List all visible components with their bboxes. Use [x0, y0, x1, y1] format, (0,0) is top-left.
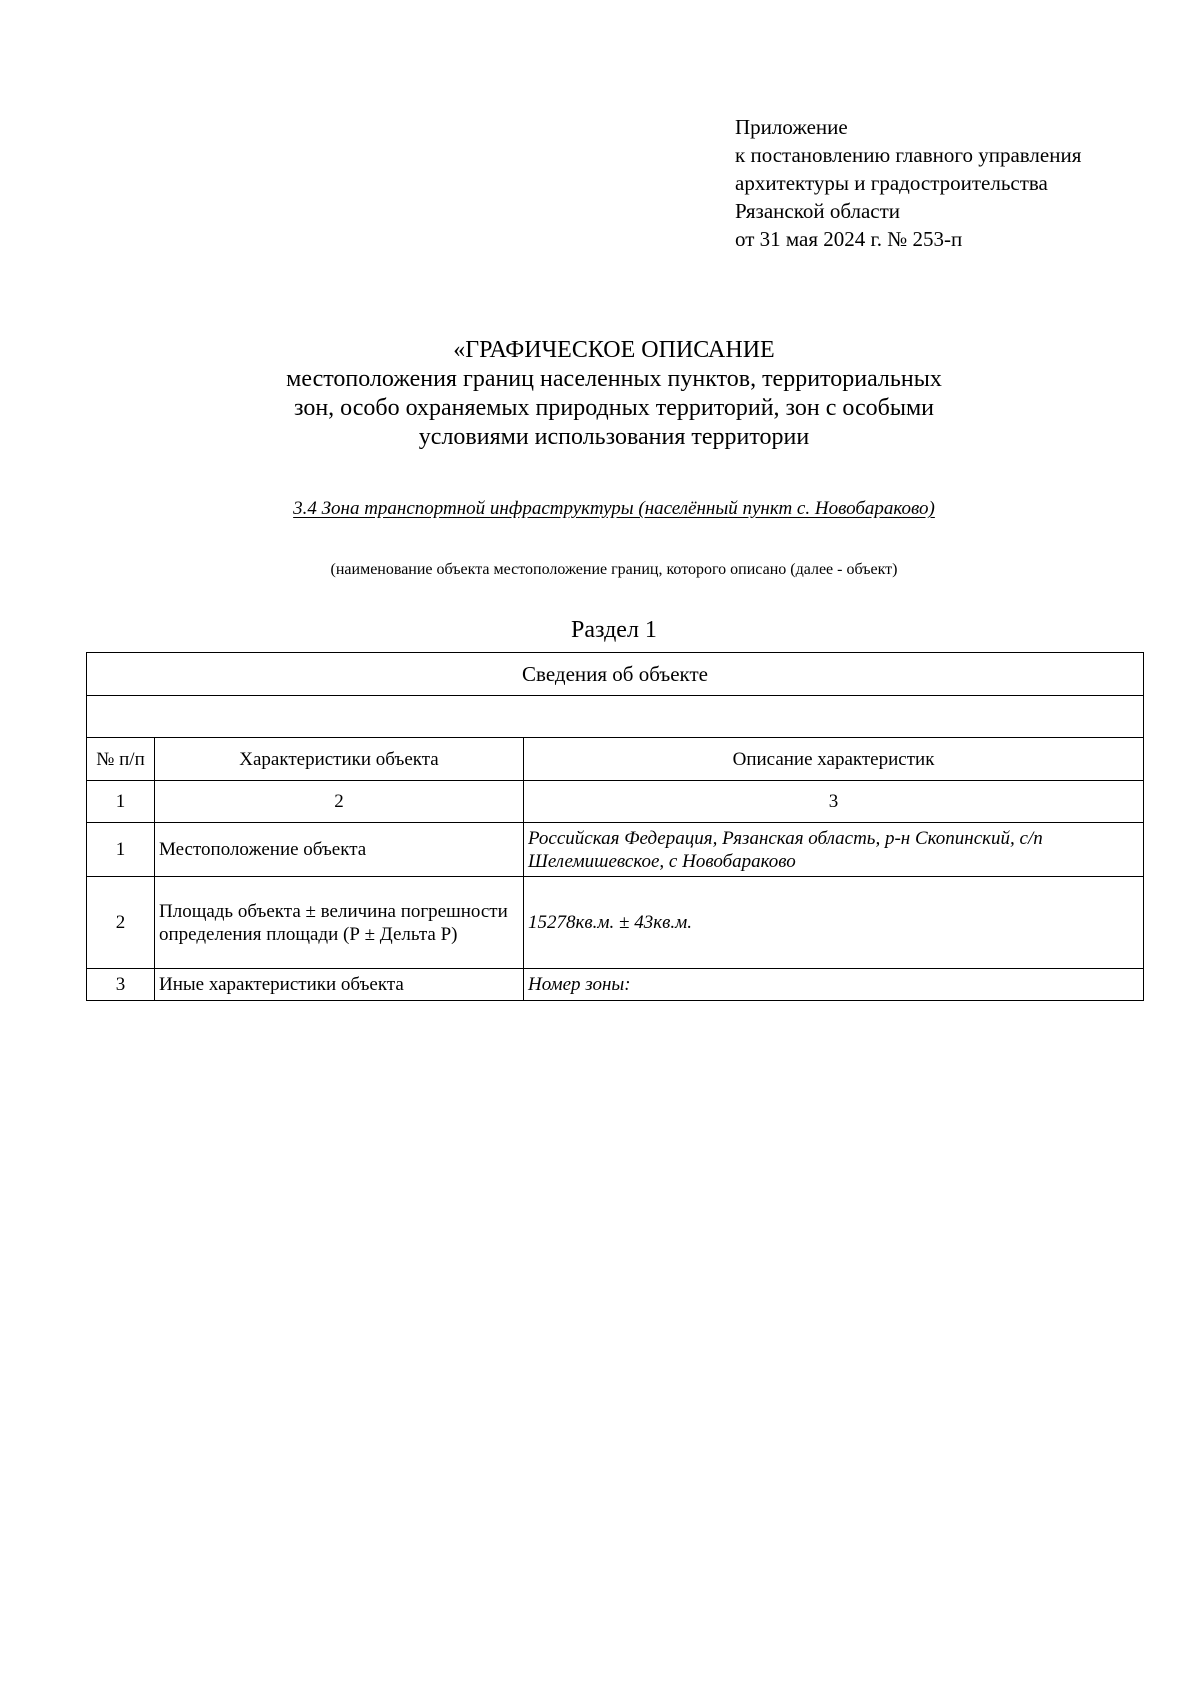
row-number: 2 — [87, 877, 155, 969]
column-number-cell: 2 — [155, 781, 524, 823]
title-line: условиями использования территории — [418, 424, 810, 450]
table-header-row — [87, 738, 1144, 781]
table-title: Сведения об объекте — [87, 653, 1144, 696]
header-cell-characteristic: Характеристики объекта — [155, 738, 524, 781]
row-number: 1 — [87, 823, 155, 877]
column-number-cell: 3 — [524, 781, 1144, 823]
row-characteristic: Местоположение объекта — [155, 823, 524, 877]
table-empty-row — [87, 696, 1144, 738]
title-line: «ГРАФИЧЕСКОЕ ОПИСАНИЕ — [453, 337, 775, 363]
empty-cell — [87, 696, 1144, 738]
appendix-date-line: от 31 мая 2024 г. № 253-п — [735, 227, 963, 251]
row-number: 3 — [87, 969, 155, 1001]
row-characteristic: Иные характеристики объекта — [155, 969, 524, 1001]
appendix-line: Приложение — [735, 115, 848, 139]
table-row — [87, 877, 1144, 969]
table-row — [87, 969, 1144, 1001]
object-name — [0, 497, 1200, 521]
object-caption: (наименование объекта местоположение границ, которого описано (далее - объект) — [330, 561, 898, 578]
table-row — [87, 823, 1144, 877]
row-characteristic: Площадь объекта ± величина погрешности определения площади (Р ± Дельта Р) — [155, 877, 524, 969]
table-title-row — [87, 653, 1144, 696]
header-cell-description: Описание характеристик — [524, 738, 1144, 781]
appendix-line: архитектуры и градостроительства — [735, 171, 1048, 195]
appendix-line: к постановлению главного управления — [735, 143, 1082, 167]
header-cell-number: № п/п — [87, 738, 155, 781]
row-description: 15278кв.м. ± 43кв.м. — [524, 877, 1144, 969]
object-name-text: 3.4 Зона транспортной инфраструктуры (населённый пункт с. Новобараково) — [293, 498, 935, 519]
column-number-cell: 1 — [87, 781, 155, 823]
appendix-line: Рязанской области — [735, 199, 901, 223]
appendix-block — [735, 113, 1081, 253]
document-title — [0, 336, 1200, 452]
section-title: Раздел 1 — [571, 617, 657, 643]
title-line: зон, особо охраняемых природных территорий, зон с особыми — [293, 395, 935, 421]
title-line: местоположения границ населенных пунктов, территориальных — [286, 366, 942, 392]
object-info-table — [86, 652, 1144, 1001]
row-description: Российская Федерация, Рязанская область, р-н Скопинский, с/п Шелемишевское, с Новобараково — [524, 823, 1144, 877]
row-description: Номер зоны: — [524, 969, 1144, 1001]
column-number-row — [87, 781, 1144, 823]
